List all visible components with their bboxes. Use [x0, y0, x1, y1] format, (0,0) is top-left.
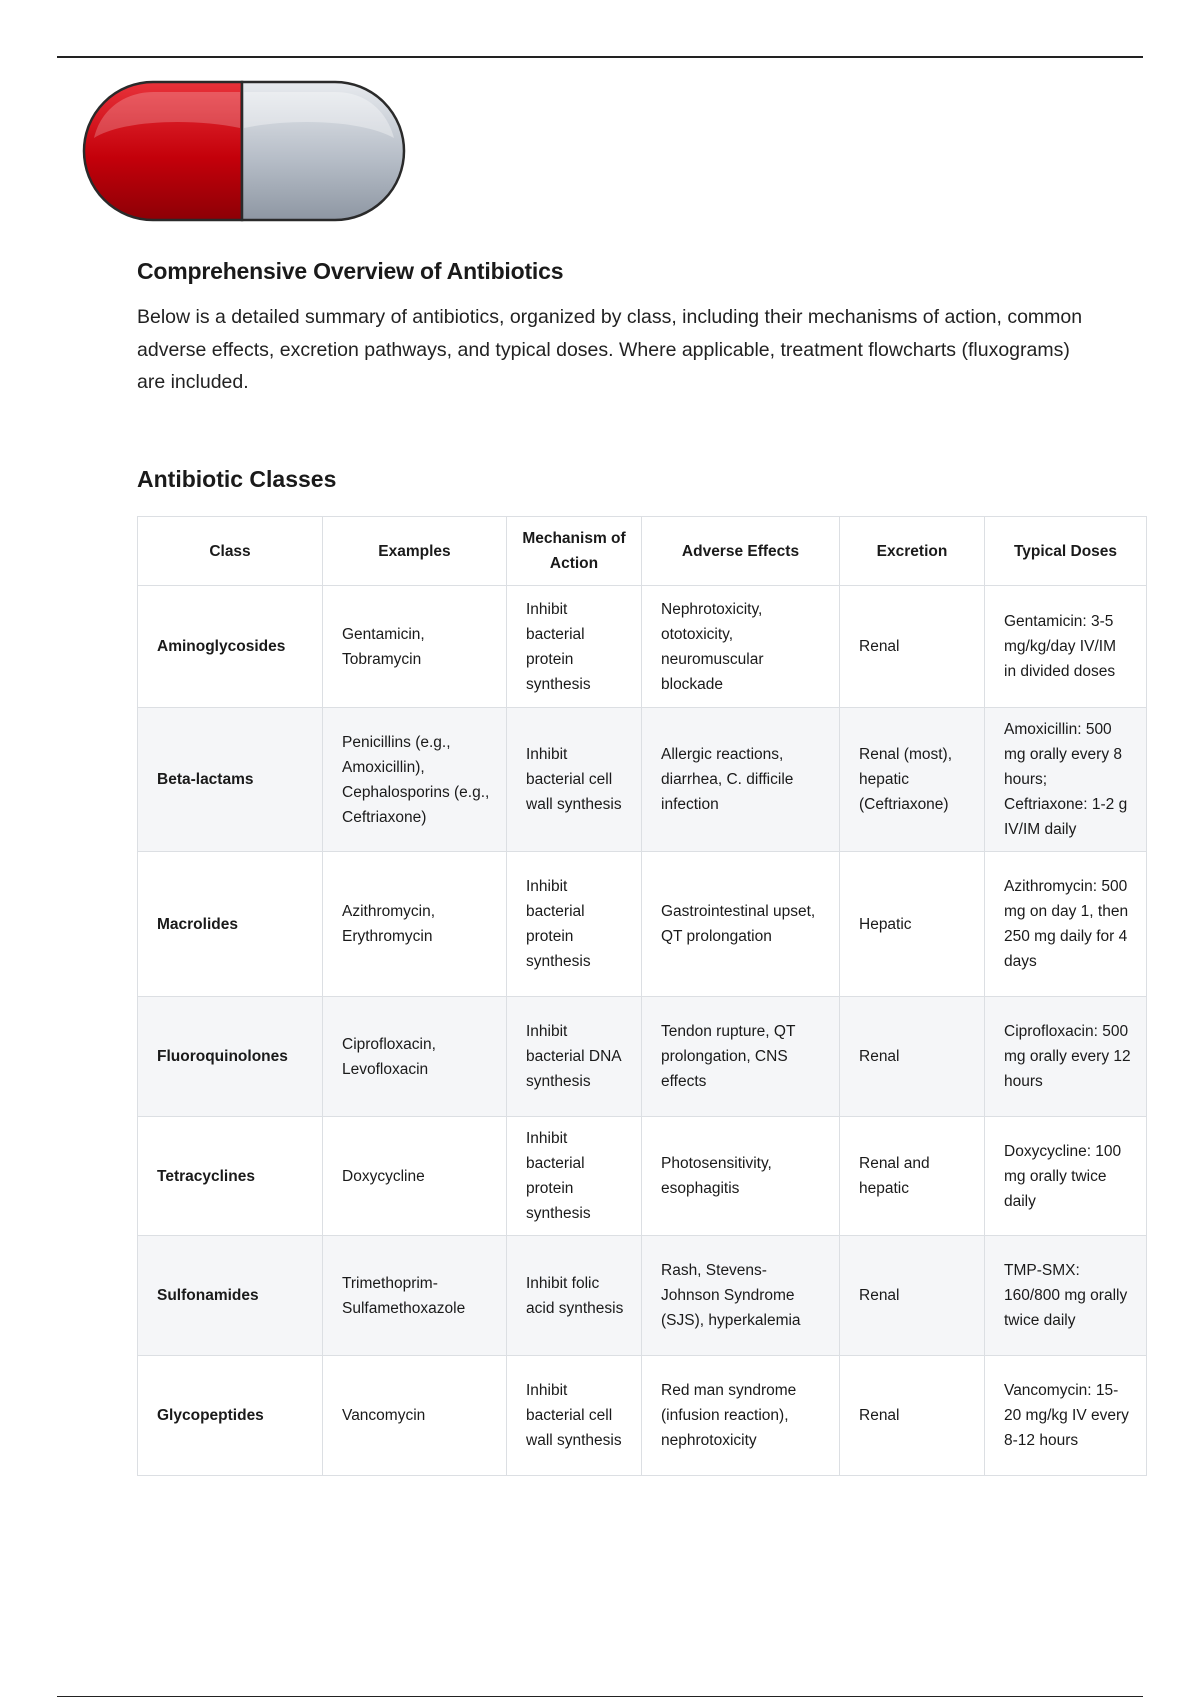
cell-adverse-effects: Red man syndrome (infusion reaction), nephrotoxicity [642, 1356, 840, 1476]
top-rule [57, 56, 1143, 58]
cell-examples: Doxycycline [323, 1117, 507, 1236]
cell-excretion: Renal (most), hepatic (Ceftriaxone) [840, 708, 985, 852]
cell-examples: Ciprofloxacin, Levofloxacin [323, 997, 507, 1117]
cell-class: Tetracyclines [138, 1117, 323, 1236]
cell-mechanism: Inhibit folic acid synthesis [507, 1236, 642, 1356]
cell-mechanism: Inhibit bacterial protein synthesis [507, 852, 642, 997]
cell-adverse-effects: Allergic reactions, diarrhea, C. difficile infection [642, 708, 840, 852]
header-adverse-effects: Adverse Effects [642, 517, 840, 586]
cell-typical-doses: Vancomycin: 15-20 mg/kg IV every 8-12 hours [985, 1356, 1147, 1476]
intro-paragraph: Below is a detailed summary of antibiotics, organized by class, including their mechanisms of action, common adverse effects, excretion pathways, and typical doses. Where applicable, treatment flowcharts (fluxograms) are included. [137, 306, 1083, 393]
cell-adverse-effects: Photosensitivity, esophagitis [642, 1117, 840, 1236]
cell-typical-doses: TMP-SMX: 160/800 mg orally twice daily [985, 1236, 1147, 1356]
cell-typical-doses: Doxycycline: 100 mg orally twice daily [985, 1117, 1147, 1236]
cell-typical-doses: Ciprofloxacin: 500 mg orally every 12 hours [985, 997, 1147, 1117]
table-row [138, 708, 1147, 852]
cell-adverse-effects: Rash, Stevens-Johnson Syndrome (SJS), hyperkalemia [642, 1236, 840, 1356]
table-row [138, 1117, 1147, 1236]
cell-excretion: Hepatic [840, 852, 985, 997]
bottom-rule [57, 1696, 1143, 1697]
table-row [138, 1236, 1147, 1356]
cell-class: Sulfonamides [138, 1236, 323, 1356]
cell-examples: Penicillins (e.g., Amoxicillin), Cephalosporins (e.g., Ceftriaxone) [323, 708, 507, 852]
cell-mechanism: Inhibit bacterial protein synthesis [507, 586, 642, 708]
cell-adverse-effects: Gastrointestinal upset, QT prolongation [642, 852, 840, 997]
cell-examples: Azithromycin, Erythromycin [323, 852, 507, 997]
header-excretion: Excretion [840, 517, 985, 586]
cell-typical-doses: Gentamicin: 3-5 mg/kg/day IV/IM in divided doses [985, 586, 1147, 708]
cell-excretion: Renal and hepatic [840, 1117, 985, 1236]
antibiotic-table [137, 516, 1147, 1476]
cell-excretion: Renal [840, 1356, 985, 1476]
cell-excretion: Renal [840, 997, 985, 1117]
table-row [138, 1356, 1147, 1476]
table-header-row [138, 517, 1147, 586]
section-title: Antibiotic Classes [137, 466, 337, 492]
table-row [138, 997, 1147, 1117]
cell-class: Fluoroquinolones [138, 997, 323, 1117]
header-typical-doses: Typical Doses [985, 517, 1147, 586]
cell-typical-doses: Azithromycin: 500 mg on day 1, then 250 mg daily for 4 days [985, 852, 1147, 997]
main-content [137, 258, 1147, 1449]
table-row [138, 852, 1147, 997]
cell-mechanism: Inhibit bacterial cell wall synthesis [507, 1356, 642, 1476]
table-row [138, 586, 1147, 708]
cell-class: Macrolides [138, 852, 323, 997]
header-examples: Examples [323, 517, 507, 586]
cell-mechanism: Inhibit bacterial DNA synthesis [507, 997, 642, 1117]
cell-typical-doses: Amoxicillin: 500 mg orally every 8 hours; Ceftriaxone: 1-2 g IV/IM daily [985, 708, 1147, 852]
cell-excretion: Renal [840, 1236, 985, 1356]
cell-class: Aminoglycosides [138, 586, 323, 708]
header-mechanism: Mechanism of Action [507, 517, 642, 586]
cell-adverse-effects: Nephrotoxicity, ototoxicity, neuromuscular blockade [642, 586, 840, 708]
cell-excretion: Renal [840, 586, 985, 708]
cell-examples: Vancomycin [323, 1356, 507, 1476]
header-class: Class [138, 517, 323, 586]
pill-capsule-icon [82, 80, 406, 222]
page-title: Comprehensive Overview of Antibiotics [137, 258, 564, 284]
cell-adverse-effects: Tendon rupture, QT prolongation, CNS effects [642, 997, 840, 1117]
cell-examples: Trimethoprim-Sulfamethoxazole [323, 1236, 507, 1356]
cell-examples: Gentamicin, Tobramycin [323, 586, 507, 708]
cell-mechanism: Inhibit bacterial cell wall synthesis [507, 708, 642, 852]
cell-class: Glycopeptides [138, 1356, 323, 1476]
cell-mechanism: Inhibit bacterial protein synthesis [507, 1117, 642, 1236]
cell-class: Beta-lactams [138, 708, 323, 852]
